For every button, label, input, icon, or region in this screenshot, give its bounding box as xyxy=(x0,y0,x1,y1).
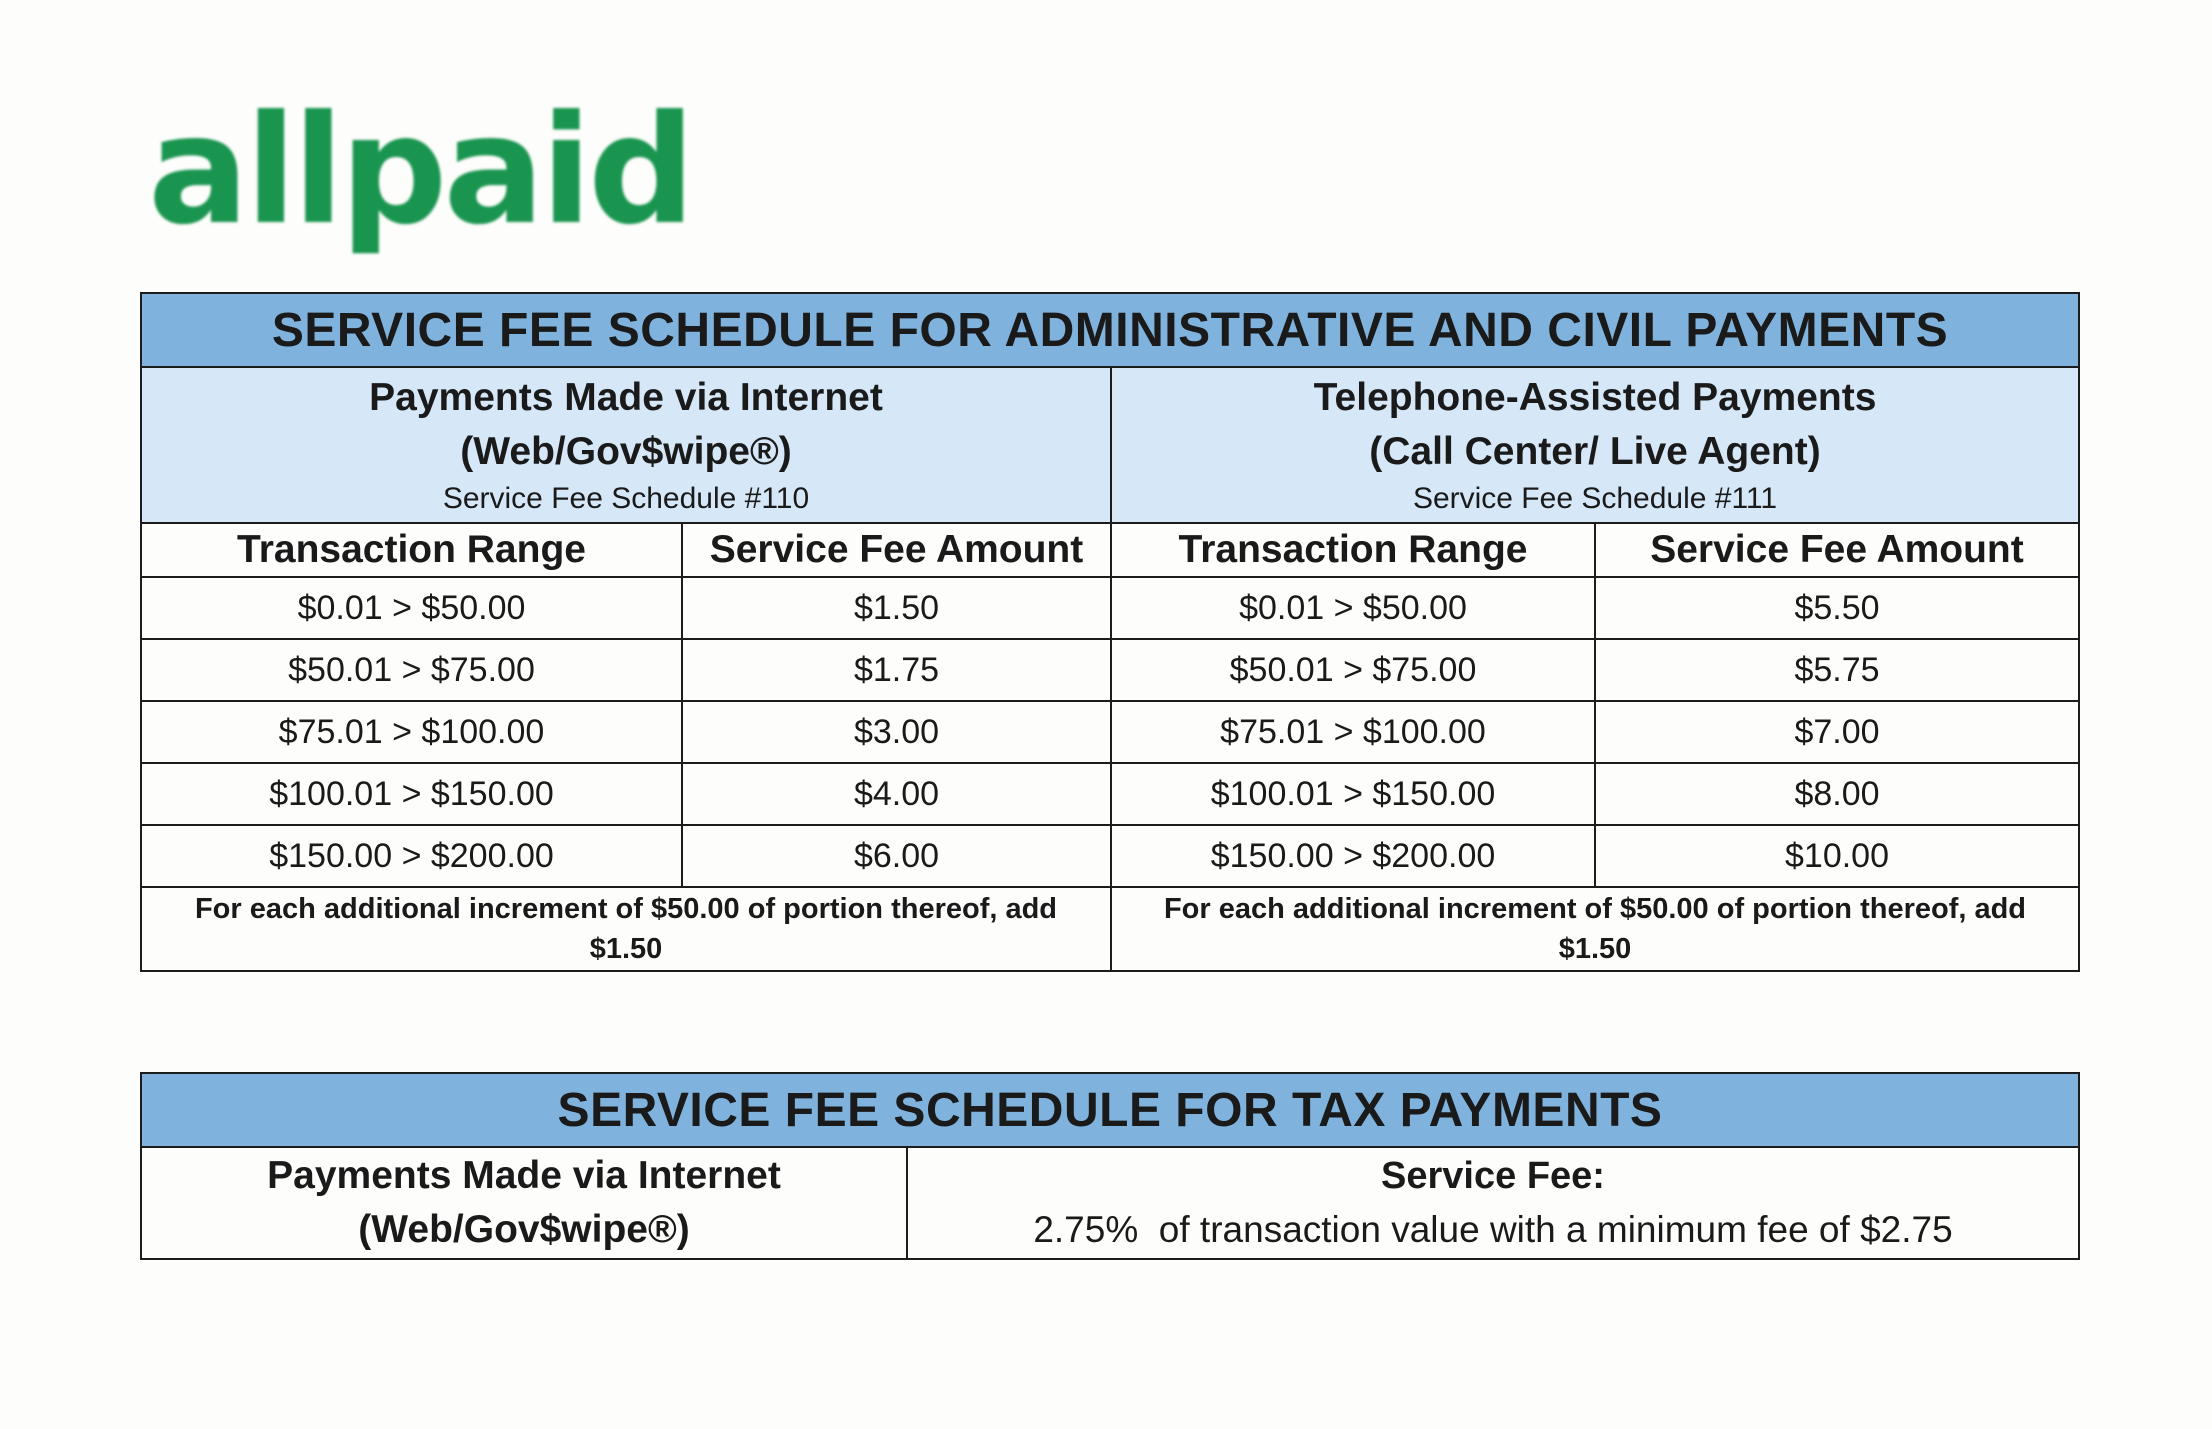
note-line2: $1.50 xyxy=(1558,933,1632,965)
tax-title: SERVICE FEE SCHEDULE FOR TAX PAYMENTS xyxy=(141,1073,2079,1147)
fee-cell: $6.00 xyxy=(682,825,1111,887)
telephone-section-heading xyxy=(1111,367,2079,523)
tax-method-line1: Payments Made via Internet xyxy=(267,1154,781,1197)
tax-fee-label: Service Fee: xyxy=(1381,1155,1605,1197)
fee-cell: $5.50 xyxy=(1595,577,2079,639)
table-row xyxy=(141,701,2079,763)
telephone-heading-line1: Telephone-Assisted Payments xyxy=(1313,376,1877,419)
internet-additional-fee-note xyxy=(141,887,1111,971)
range-cell: $0.01 > $50.00 xyxy=(1111,577,1595,639)
column-header-fee: Service Fee Amount xyxy=(1595,523,2079,577)
range-cell: $0.01 > $50.00 xyxy=(141,577,682,639)
tax-fee-table xyxy=(140,1072,2080,1260)
fee-cell: $4.00 xyxy=(682,763,1111,825)
note-line2: $1.50 xyxy=(589,933,663,965)
column-header-range: Transaction Range xyxy=(141,523,682,577)
tax-method-line2: (Web/Gov$wipe®) xyxy=(358,1208,690,1251)
note-line1: For each additional increment of $50.00 of portion thereof, add xyxy=(1163,893,2027,925)
fee-cell: $5.75 xyxy=(1595,639,2079,701)
column-header-fee: Service Fee Amount xyxy=(682,523,1111,577)
range-cell: $100.01 > $150.00 xyxy=(1111,763,1595,825)
fee-cell: $1.50 xyxy=(682,577,1111,639)
admin-civil-title: SERVICE FEE SCHEDULE FOR ADMINISTRATIVE AND CIVIL PAYMENTS xyxy=(141,293,2079,367)
column-header-range: Transaction Range xyxy=(1111,523,1595,577)
tax-fee-value: 2.75% of transaction value with a minimum fee of $2.75 xyxy=(1033,1209,1953,1250)
range-cell: $75.01 > $100.00 xyxy=(1111,701,1595,763)
range-cell: $150.00 > $200.00 xyxy=(141,825,682,887)
range-cell: $50.01 > $75.00 xyxy=(141,639,682,701)
range-cell: $150.00 > $200.00 xyxy=(1111,825,1595,887)
internet-section-heading xyxy=(141,367,1111,523)
internet-heading-line2: (Web/Gov$wipe®) xyxy=(460,430,792,473)
tax-service-fee xyxy=(907,1147,2079,1259)
tax-payment-method xyxy=(141,1147,907,1259)
fee-cell: $8.00 xyxy=(1595,763,2079,825)
internet-schedule-number: Service Fee Schedule #110 xyxy=(442,482,810,515)
table-row xyxy=(141,577,2079,639)
table-row xyxy=(141,825,2079,887)
fee-cell: $7.00 xyxy=(1595,701,2079,763)
admin-civil-fee-table xyxy=(140,292,2080,972)
fee-cell: $3.00 xyxy=(682,701,1111,763)
internet-heading-line1: Payments Made via Internet xyxy=(369,376,883,419)
table-row xyxy=(141,639,2079,701)
fee-cell: $1.75 xyxy=(682,639,1111,701)
table-row xyxy=(141,763,2079,825)
telephone-schedule-number: Service Fee Schedule #111 xyxy=(1412,482,1778,515)
range-cell: $50.01 > $75.00 xyxy=(1111,639,1595,701)
telephone-heading-line2: (Call Center/ Live Agent) xyxy=(1369,430,1821,473)
note-line1: For each additional increment of $50.00 of portion thereof, add xyxy=(194,893,1058,925)
range-cell: $100.01 > $150.00 xyxy=(141,763,682,825)
allpaid-logo: allpaid xyxy=(148,84,692,258)
range-cell: $75.01 > $100.00 xyxy=(141,701,682,763)
fee-cell: $10.00 xyxy=(1595,825,2079,887)
telephone-additional-fee-note xyxy=(1111,887,2079,971)
